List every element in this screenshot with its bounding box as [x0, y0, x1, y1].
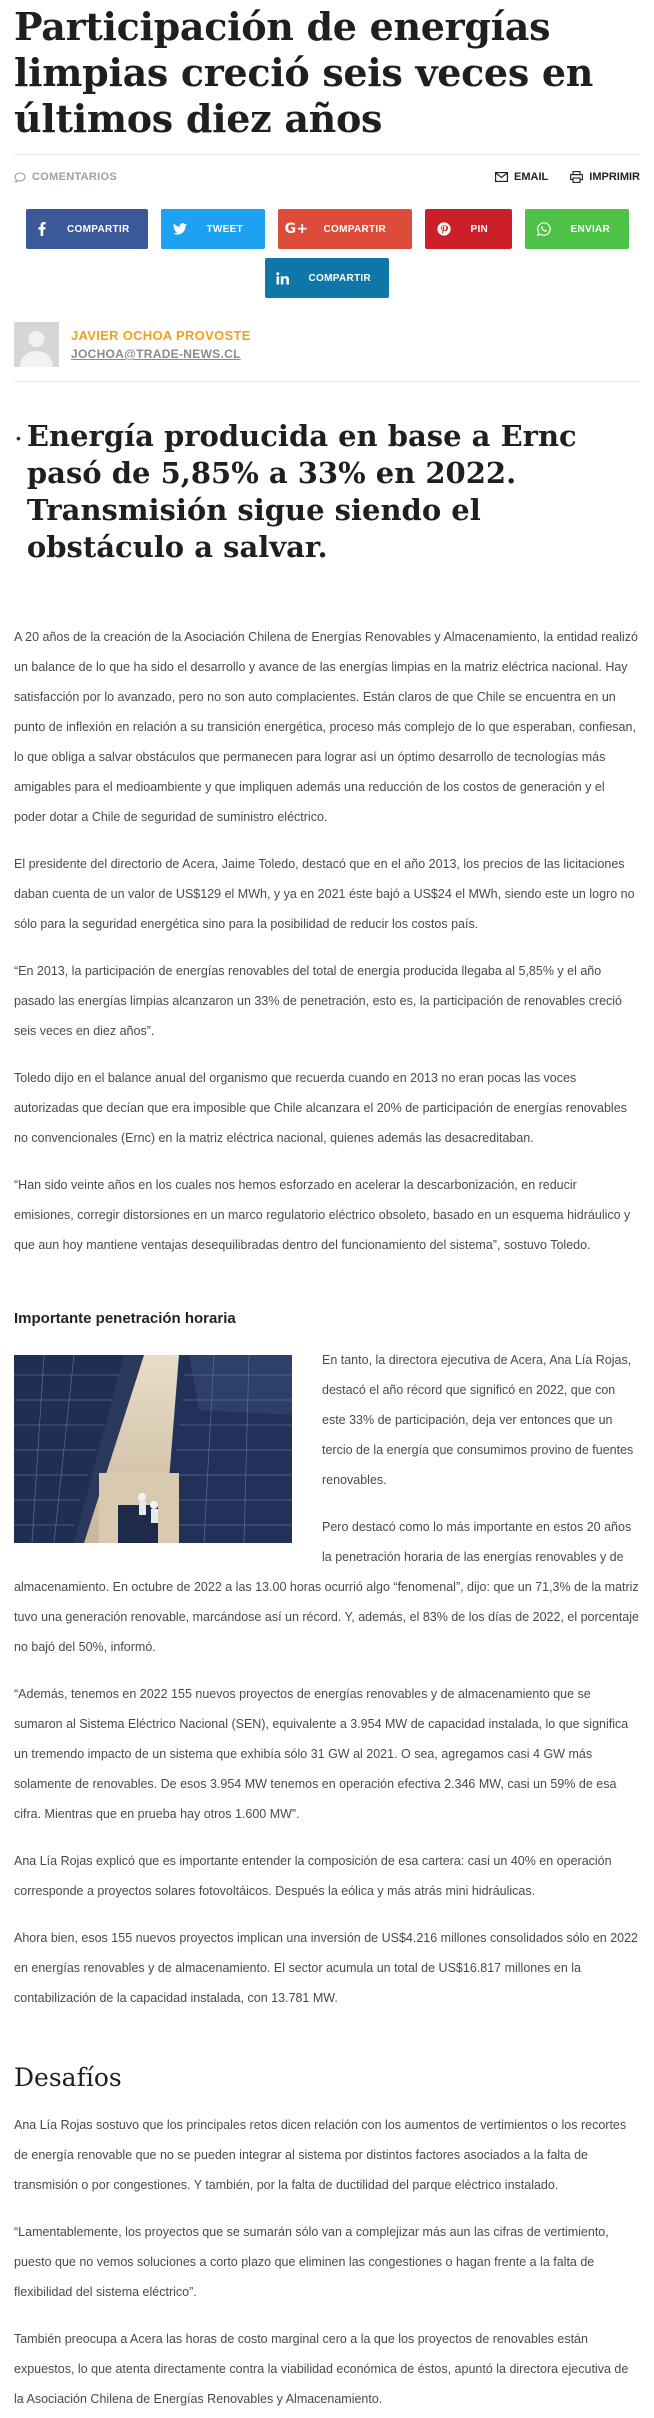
comments-link[interactable] — [14, 171, 117, 183]
whatsapp-share-button[interactable] — [525, 209, 629, 249]
linkedin-icon — [265, 272, 300, 285]
linkedin-share-button[interactable] — [265, 258, 389, 298]
solar-farm-photo — [14, 1355, 292, 1543]
pinterest-share-label: PIN — [470, 223, 489, 235]
share-row-1 — [14, 209, 640, 249]
facebook-share-button[interactable] — [26, 209, 148, 249]
article-body — [14, 622, 640, 2414]
body-paragraph: Ahora bien, esos 155 nuevos proyectos implican una inversión de US$4.216 millones consolidados sólo en 2022 en energías renovables y de almacenamiento. El sector acumula un total de US$16.817 millones en la contabilización de la capacidad instalada, con 13.781 MW. — [14, 1931, 639, 2005]
body-paragraph: “Además, tenemos en 2022 155 nuevos proyectos de energías renovables y de almacenamiento que se sumaron al Sistema Eléctrico Nacional (SEN), equivalente a 3.954 MW de capacidad instalada, lo que significa un tremendo impacto de un sistema que exhibía sólo 31 GW al 2021. O sea, agregamos casi 4 GW más solamente de renovables. De esos 3.954 MW tenemos en operación efectiva 2.346 MW, casi un 59% de esa cifra. Mientras que en prueba hay otros 1.600 MW”. — [14, 1687, 629, 1821]
body-paragraph: “Lamentablemente, los proyectos que se sumarán sólo van a complejizar más aun las cifras de vertimiento, puesto que no vemos soluciones a corto plazo que eliminen las congestiones o hagan frente a la falta de flexibilidad del sistema eléctrico”. — [14, 2225, 609, 2299]
whatsapp-icon — [525, 222, 563, 236]
section-heading: Desafíos — [14, 2063, 122, 2092]
body-paragraph: En tanto, la directora ejecutiva de Acera, Ana Lía Rojas, destacó el año récord que significó en 2022, que con este 33% de participación, deja ver entonces que un tercio de la energía que consumimos provino de fuentes renovables. — [322, 1353, 634, 1487]
share-row-2 — [14, 258, 640, 298]
whatsapp-share-label: ENVIAR — [570, 223, 611, 235]
body-paragraph: El presidente del directorio de Acera, Jaime Toledo, destacó que en el año 2013, los precios de las licitaciones daban cuenta de un valor de US$129 el MWh, y ya en 2021 éste bajó a US$24 el MWh, siendo este un logro no sólo para la seguridad energética sino para la posibilidad de reducir los costos país. — [14, 857, 635, 931]
google-plus-icon: G+ — [284, 221, 309, 237]
body-paragraph: “En 2013, la participación de energías renovables del total de energía producida llegaba al 5,85% y el año pasado las energías limpias alcanzaron un 33% de penetración, esto es, la participación de renovables creció seis veces en diez años”. — [14, 964, 623, 1038]
author-email-link[interactable]: JOCHOA@TRADE-NEWS.CL — [71, 347, 241, 361]
author-divider — [14, 381, 640, 382]
googleplus-share-button[interactable] — [278, 209, 412, 249]
avatar — [14, 322, 59, 367]
body-paragraph: A 20 años de la creación de la Asociación Chilena de Energías Renovables y Almacenamiento, la entidad realizó un balance de lo que ha sido el desarrollo y avance de las energías limpias en la matriz eléctrica nacional. Hay satisfacción por lo avanzado, pero no son auto complacientes. Están claros de que Chile se encuentra en un punto de inflexión en relación a su transición energética, proceso más complejo de lo que esperaban, confiesan, lo que obliga a salvar obstáculos que permanecen para lograr así un óptimo desarrollo de tecnologías más amigables para el medioambiente y que impliquen además una reducción de los costos de generación y el poder dotar a Chile de seguridad de suministro eléctrico. — [14, 630, 639, 824]
body-paragraph: Pero destacó como lo más importante en estos 20 años la penetración horaria de las energías renovables y de almacenamiento. En octubre de 2022 a las 13.00 horas ocurrió algo “fenomenal”, dijo: que un 71,3% de la matriz tuvo una generación renovable, marcándose así un récord. Y, además, el 83% de los días de 2022, el porcentaje no bajó del 50%, informó. — [14, 1520, 639, 1654]
envelope-icon — [495, 172, 508, 182]
author-box — [14, 322, 640, 367]
article-meta-bar — [14, 155, 640, 199]
article-subheading: Energía producida en base a Ernc pasó de 5,85% a 33% en 2022. Transmisión sigue siendo el obstáculo a salvar. — [26, 419, 577, 564]
print-link[interactable] — [570, 171, 640, 183]
bullet-icon: • — [16, 430, 21, 446]
facebook-share-label: COMPARTIR — [66, 223, 130, 235]
article-title: Participación de energías limpias creció seis veces en últimos diez años — [14, 4, 594, 141]
email-label: EMAIL — [514, 171, 549, 183]
facebook-icon — [26, 222, 59, 236]
twitter-icon — [161, 223, 199, 235]
twitter-share-button[interactable] — [161, 209, 265, 249]
print-label: IMPRIMIR — [589, 171, 640, 183]
comments-label: COMENTARIOS — [32, 171, 117, 183]
body-paragraph: Ana Lía Rojas explicó que es importante entender la composición de esa cartera: casi un 40% en operación corresponde a proyectos solares fotovoltáicos. Después la eólica y más atrás mini hidráulicas. — [14, 1854, 612, 1898]
email-link[interactable] — [495, 171, 548, 183]
body-paragraph: También preocupa a Acera las horas de costo marginal cero a la que los proyectos de renovables están expuestos, lo que atenta directamente contra la viabilidad económica de éstos, apuntó la directora ejecutiva de la Asociación Chilena de Energías Renovables y Almacenamiento. — [14, 2332, 629, 2406]
comment-icon — [14, 172, 26, 183]
linkedin-share-label: COMPARTIR — [308, 272, 371, 284]
printer-icon — [570, 171, 583, 183]
twitter-share-label: TWEET — [206, 223, 243, 235]
author-name[interactable]: JAVIER OCHOA PROVOSTE — [71, 328, 251, 343]
body-paragraph: Toledo dijo en el balance anual del organismo que recuerda cuando en 2013 no eran pocas las voces autorizadas que decían que era imposible que Chile alcanzara el 20% de participación de energías renovables no convencionales (Ernc) en la matriz eléctrica nacional, quienes además las desacreditaban. — [14, 1071, 627, 1145]
body-paragraph: Ana Lía Rojas sostuvo que los principales retos dicen relación con los aumentos de vertimientos o los recortes de energía renovable que no se pueden integrar al sistema por distintos factores asociados a la falta de transmisión o por congestiones. Y también, por la falta de ductilidad del parque eléctrico instalado. — [14, 2118, 627, 2192]
subheading-block — [14, 418, 640, 566]
section-heading: Importante penetración horaria — [14, 1310, 236, 1327]
pinterest-icon — [425, 222, 463, 236]
googleplus-share-label: COMPARTIR — [323, 223, 387, 235]
pinterest-share-button[interactable] — [425, 209, 512, 249]
body-paragraph: “Han sido veinte años en los cuales nos hemos esforzado en acelerar la descarbonización, en reducir emisiones, corregir distorsiones en un marco regulatorio eléctrico obsoleto, basado en un esquema hidráulico y que aun hoy mantiene ventajas desequilibradas dentro del funcionamiento del sistema”, sostuvo Toledo. — [14, 1178, 631, 1252]
